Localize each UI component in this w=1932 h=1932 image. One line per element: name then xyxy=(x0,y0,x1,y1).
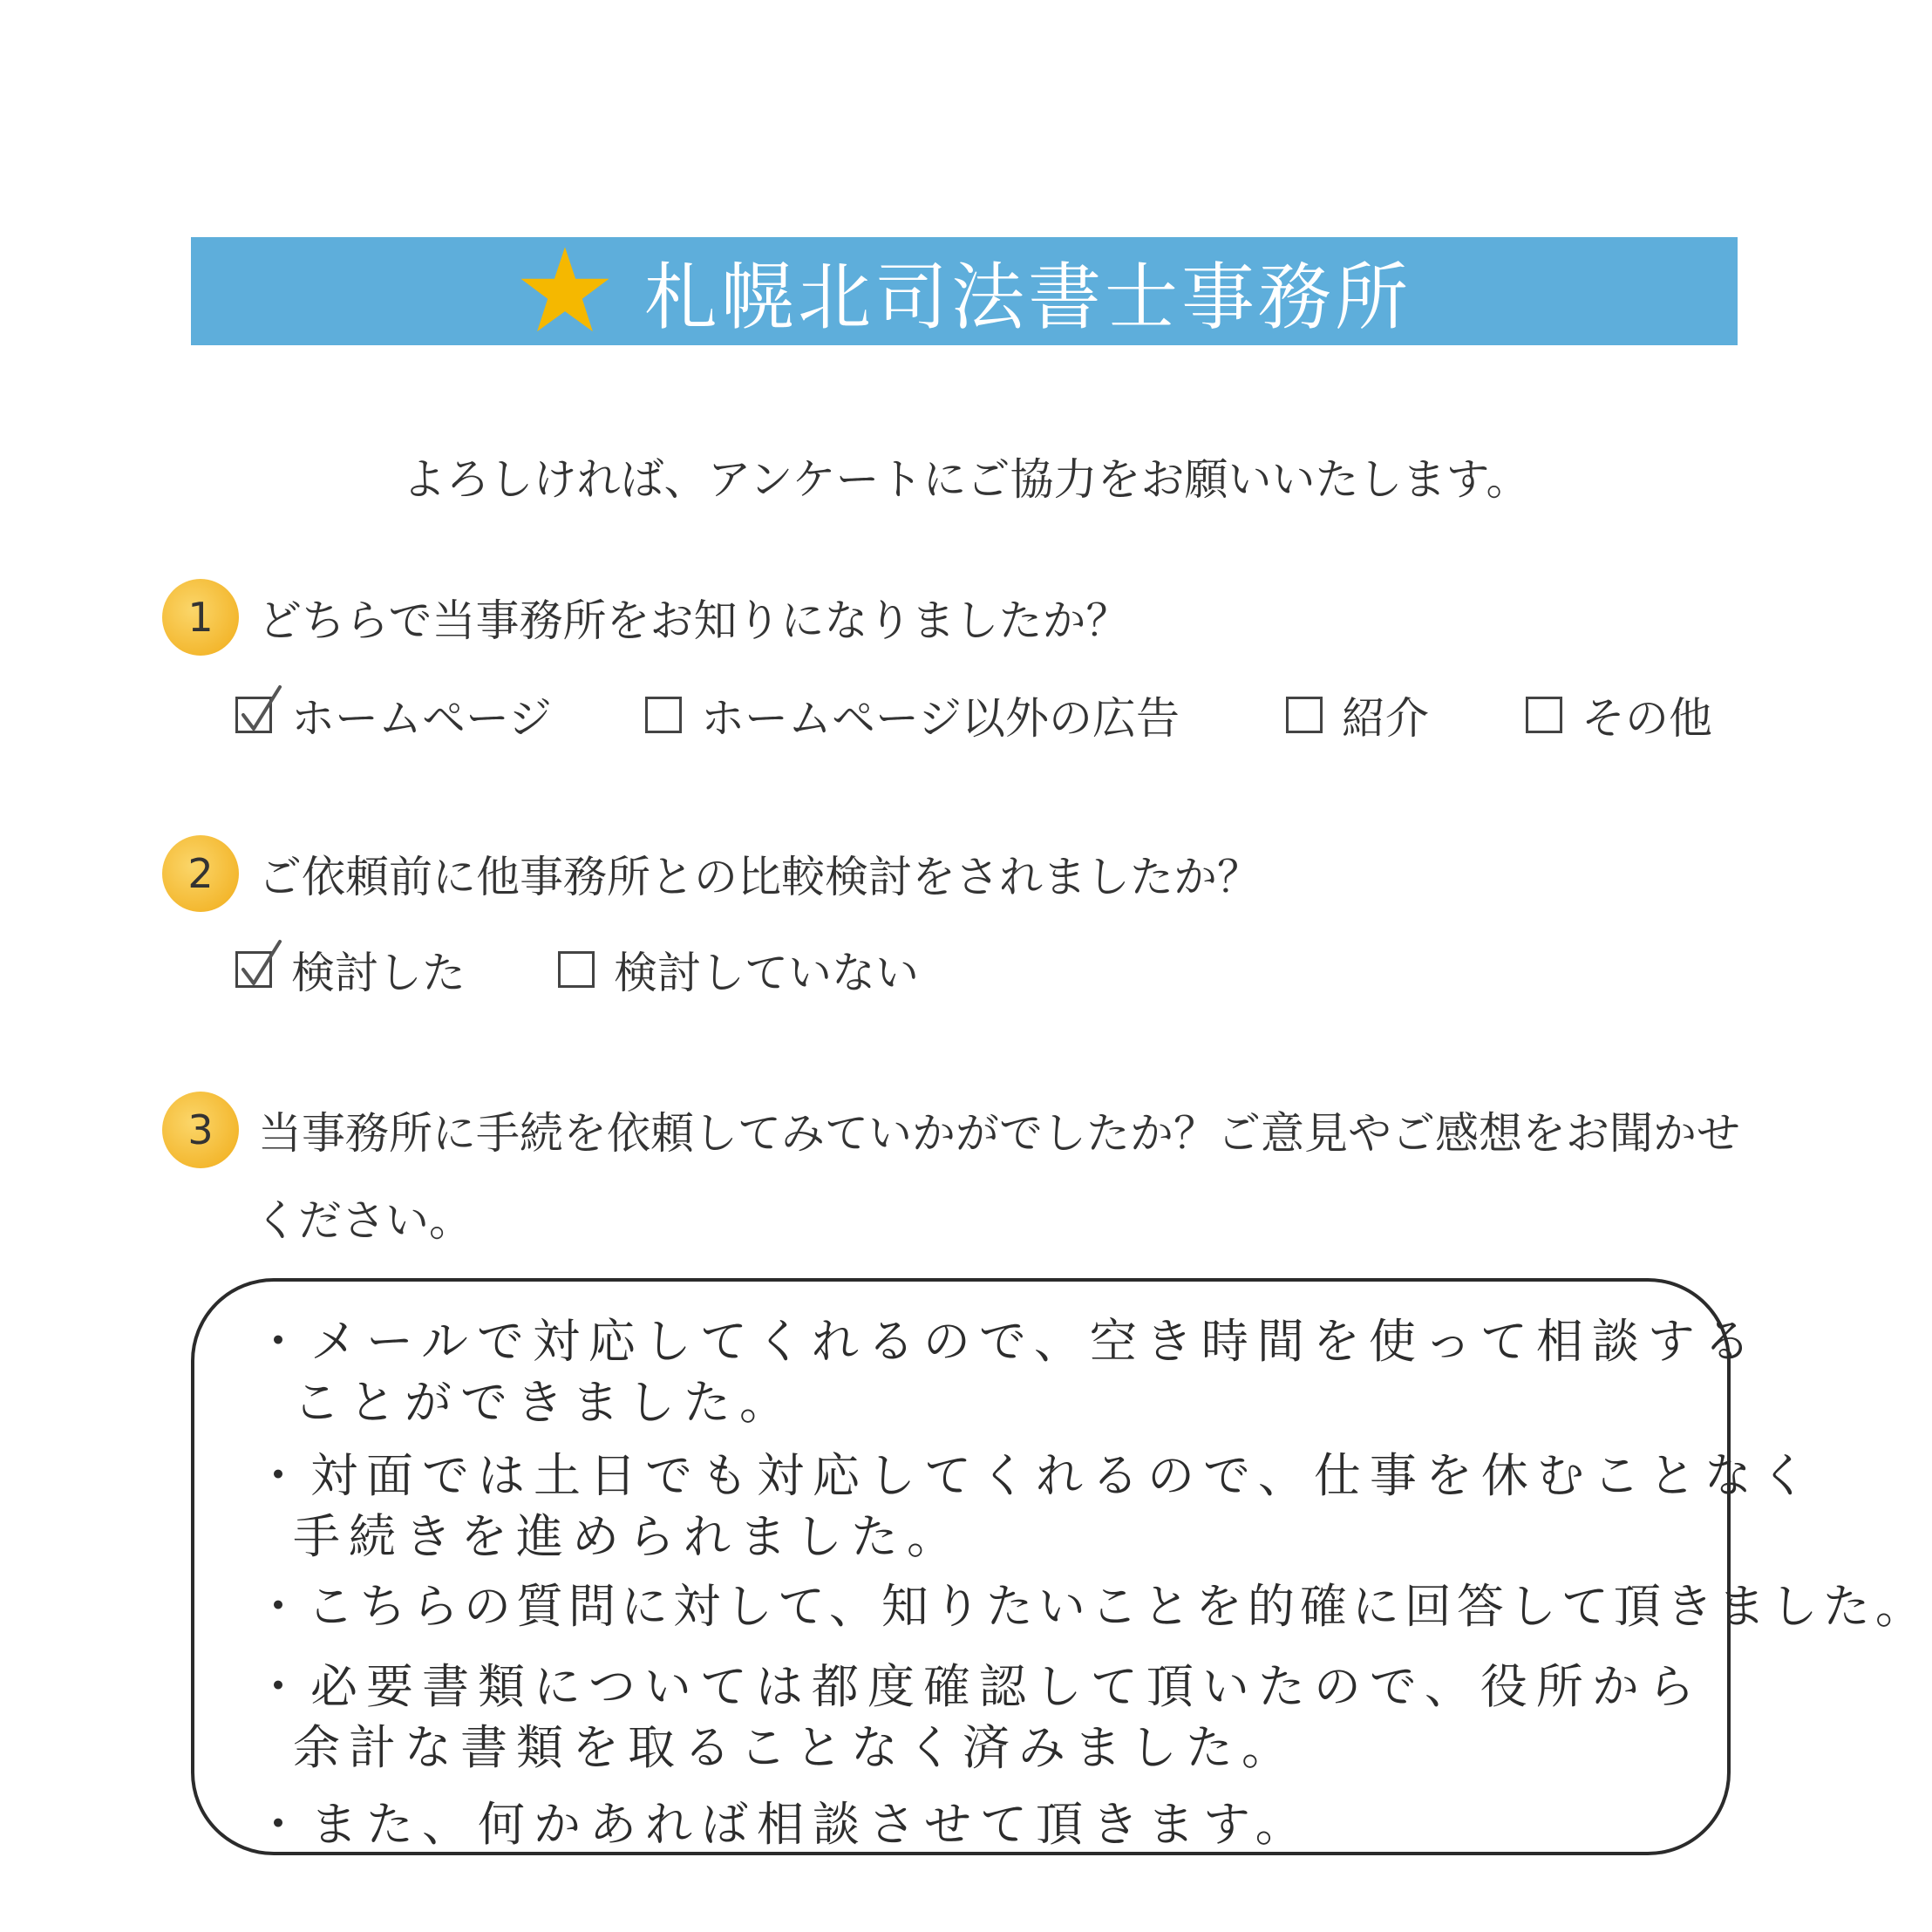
option-label: 検討していない xyxy=(614,948,919,998)
checkbox[interactable] xyxy=(645,697,682,733)
handwritten-line: ・また、何かあれば相談させて頂きます。 xyxy=(255,1797,1311,1852)
checkbox[interactable] xyxy=(1526,697,1562,733)
handwritten-line: 手続きを進められました。 xyxy=(293,1509,963,1564)
question-number-badge: 2 xyxy=(162,835,239,912)
handwritten-line: 余計な書類を取ることなく済みました。 xyxy=(293,1720,1297,1775)
option-label: 紹介 xyxy=(1342,693,1429,744)
question-1 xyxy=(162,579,1130,656)
option-label: 検討した xyxy=(291,948,466,998)
question-text: 当事務所に手続を依頼してみていかがでしたか？ご意見やご感想をお聞かせ xyxy=(258,1108,1740,1159)
handwritten-line: ことができました。 xyxy=(293,1375,795,1430)
option-compared[interactable] xyxy=(235,938,558,1001)
handwritten-line: ・メールで対応してくれるので、空き時間を使って相談する xyxy=(255,1314,1759,1369)
check-mark-icon xyxy=(235,684,290,739)
star-icon xyxy=(517,243,613,339)
question-3 xyxy=(162,1092,1740,1168)
question-2-options xyxy=(235,938,919,1001)
option-not-compared[interactable] xyxy=(558,938,919,1001)
question-text-continued: ください。 xyxy=(255,1195,473,1246)
option-label: ホームページ xyxy=(291,693,552,744)
check-mark-icon xyxy=(235,938,290,994)
option-other[interactable] xyxy=(1526,684,1712,746)
handwritten-line: ・対面では土日でも対応してくれるので、仕事を休むことなく xyxy=(255,1448,1816,1503)
question-1-options xyxy=(235,684,1712,746)
checkbox[interactable] xyxy=(558,951,595,988)
checkbox-checked[interactable] xyxy=(235,951,272,988)
question-number-badge: 3 xyxy=(162,1092,239,1168)
survey-intro: よろしければ、アンケートにご協力をお願いいたします。 xyxy=(402,454,1530,505)
checkbox-checked[interactable] xyxy=(235,697,272,733)
handwritten-line: ・必要書類については都度確認して頂いたので、役所から xyxy=(255,1659,1704,1714)
option-referral[interactable] xyxy=(1286,684,1526,746)
checkbox[interactable] xyxy=(1286,697,1323,733)
option-label: ホームページ以外の広告 xyxy=(701,693,1180,744)
handwritten-line: ・こちらの質問に対して、知りたいことを的確に回答して頂きました。 xyxy=(255,1579,1928,1634)
question-2 xyxy=(162,835,1261,912)
question-text: ご依頼前に他事務所との比較検討をされましたか？ xyxy=(258,852,1261,902)
question-number-badge: 1 xyxy=(162,579,239,656)
option-other-ads[interactable] xyxy=(645,684,1286,746)
option-homepage[interactable] xyxy=(235,684,645,746)
office-title: 札幌北司法書士事務所 xyxy=(643,254,1412,340)
option-label: その他 xyxy=(1582,693,1712,744)
question-text: どちらで当事務所をお知りになりましたか？ xyxy=(258,595,1130,646)
header-banner xyxy=(191,237,1738,345)
